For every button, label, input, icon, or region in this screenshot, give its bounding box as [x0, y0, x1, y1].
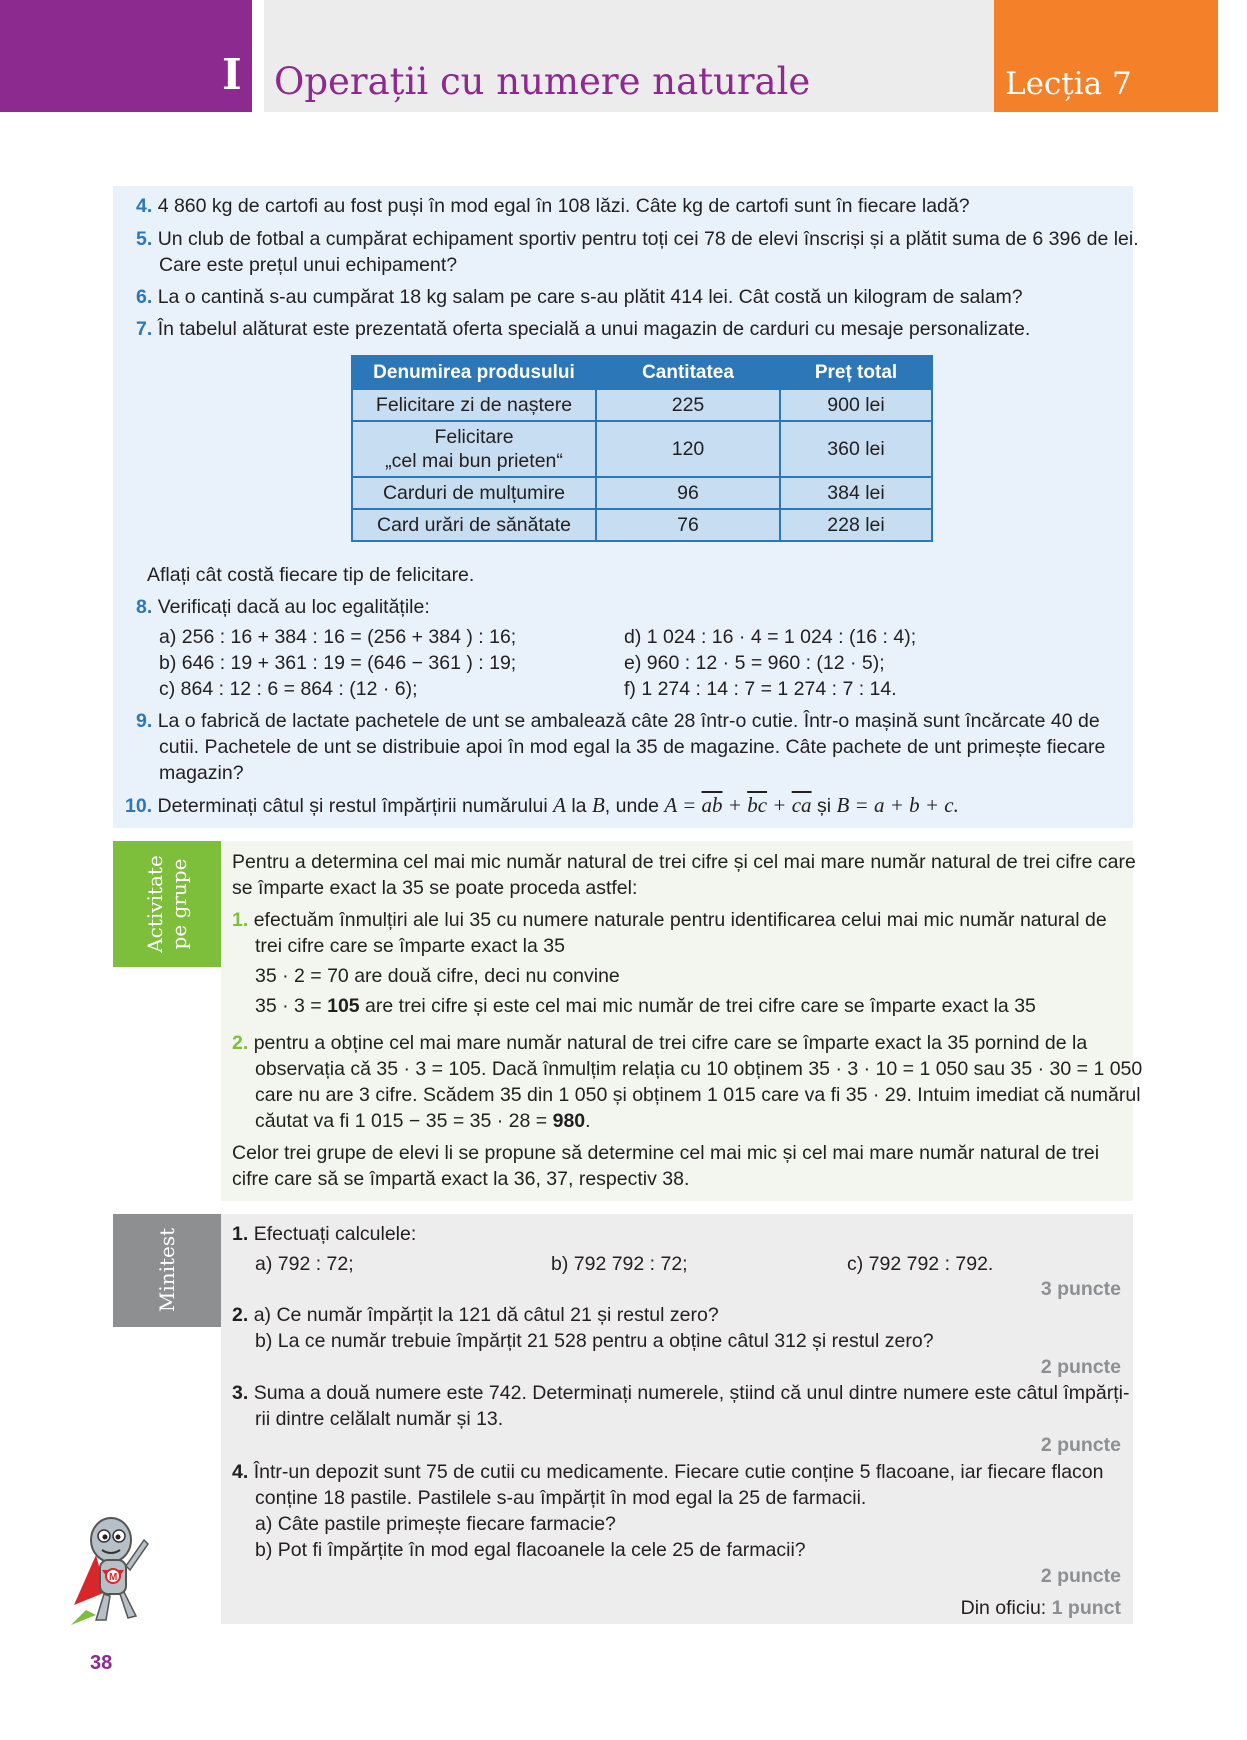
minitest-q1: 1. Efectuați calculele: — [232, 1223, 417, 1245]
table-cell: Felicitare „cel mai bun prieten“ — [352, 421, 596, 477]
minitest-q4-points: 2 puncte — [1040, 1565, 1121, 1587]
table-cell: 76 — [596, 509, 780, 541]
minitest-q1-b: b) 792 792 : 72; — [551, 1253, 688, 1275]
table-header: Denumirea produsului — [352, 356, 596, 389]
table-header: Preț total — [780, 356, 932, 389]
table-cell: 228 lei — [780, 509, 932, 541]
activity-step-2-line3: care nu are 3 cifre. Scădem 35 din 1 050 și obținem 1 015 care va fi 35 · 29. Intuim imediat că numărul — [255, 1084, 1141, 1106]
activity-step-1-result: 35 · 3 = 105 are trei cifre și este cel mai mic număr de trei cifre care se împarte exact la 35 — [255, 995, 1036, 1017]
table-cell: 384 lei — [780, 477, 932, 509]
minitest-q4-b: b) Pot fi împărțite în mod egal flacoanele la cele 25 de farmacii? — [255, 1539, 806, 1561]
activity-step-2: 2. pentru a obține cel mai mare număr natural de trei cifre care se împarte exact la 35 pornind de la — [232, 1032, 1088, 1054]
activity-task: Celor trei grupe de elevi li se propune să determine cel mai mic și cel mai mare număr natural de trei — [232, 1142, 1100, 1164]
page-title: Operații cu numere naturale — [274, 60, 811, 103]
table-header: Cantitatea — [596, 356, 780, 389]
exercise-5: 5. Un club de fotbal a cumpărat echipament sportiv pentru toți cei 78 de elevi înscriși și a plătit suma de 6 396 de lei. — [136, 228, 1139, 250]
equality-c: c) 864 : 12 : 6 = 864 : (12 · 6); — [159, 678, 418, 700]
table-cell: 96 — [596, 477, 780, 509]
chapter-band — [0, 0, 252, 112]
table-cell: Carduri de mulțumire — [352, 477, 596, 509]
table-header-row — [352, 356, 932, 389]
table-row — [352, 477, 932, 509]
minitest-q4-cont: conține 18 pastile. Pastilele s-au împărțit în mod egal la 25 de farmacii. — [255, 1487, 867, 1509]
equality-d: d) 1 024 : 16 · 4 = 1 024 : (16 : 4); — [624, 626, 917, 648]
minitest-q1-a: a) 792 : 72; — [255, 1253, 354, 1275]
minitest-q3-points: 2 puncte — [1040, 1434, 1121, 1456]
minitest-q1-c: c) 792 792 : 792. — [847, 1253, 994, 1275]
activity-tab-label: Activitate pe grupe — [143, 855, 191, 953]
minitest-q4: 4. Într-un depozit sunt 75 de cutii cu medicamente. Fiecare cutie conține 5 flacoane, iar fiecare flacon — [232, 1461, 1104, 1483]
activity-step-1-cont: trei cifre care se împarte exact la 35 — [255, 935, 565, 957]
equality-b: b) 646 : 19 + 361 : 19 = (646 − 361 ) : 19; — [159, 652, 517, 674]
table-cell: Card urări de sănătate — [352, 509, 596, 541]
table-cell: 120 — [596, 421, 780, 477]
activity-step-2-line2: observația că 35 · 3 = 105. Dacă înmulțim relația cu 10 obținem 35 · 3 · 10 = 1 050 sau 35 · 30 = 1 050 — [255, 1058, 1143, 1080]
exercise-9-end: magazin? — [159, 762, 244, 784]
table-cell: 900 lei — [780, 389, 932, 421]
minitest-q2-points: 2 puncte — [1040, 1356, 1121, 1378]
exercise-10: 10. Determinați câtul și restul împărțirii numărului A la B, unde $A = \overline{ab} + \overline{bc} + \overline{ca}$ și B = a + b + c. — [125, 793, 959, 817]
minitest-q4-a: a) Câte pastile primește fiecare farmacie? — [255, 1513, 616, 1535]
minitest-q1-points: 3 puncte — [1040, 1278, 1121, 1300]
lesson-label: Lecția 7 — [1005, 66, 1132, 102]
minitest-tab-label: Minitest — [155, 1227, 179, 1313]
table-cell: 225 — [596, 389, 780, 421]
exercise-7-task: Aflați cât costă fiecare tip de felicitare. — [147, 564, 475, 586]
activity-step-1: 1. efectuăm înmulțiri ale lui 35 cu numere naturale pentru identificarea celui mai mic număr natural de — [232, 909, 1107, 931]
table-cell: 360 lei — [780, 421, 932, 477]
minitest-oficiu: Din oficiu: 1 punct — [960, 1597, 1121, 1619]
minitest-q3-cont: rii dintre celălalt număr și 13. — [255, 1408, 504, 1430]
activity-intro-cont: se împarte exact la 35 se poate proceda astfel: — [232, 877, 638, 899]
minitest-q3: 3. Suma a două numere este 742. Determinați numerele, știind că unul dintre numere este câtul împărți- — [232, 1382, 1130, 1404]
equality-e: e) 960 : 12 · 5 = 960 : (12 · 5); — [624, 652, 885, 674]
page-number: 38 — [90, 1652, 113, 1674]
exercise-7: 7. În tabelul alăturat este prezentată oferta specială a unui magazin de carduri cu mesaje personalizate. — [136, 318, 1031, 340]
minitest-q2-a: 2. a) Ce număr împărțit la 121 dă câtul 21 și restul zero? — [232, 1304, 719, 1326]
minitest-q2-b: b) La ce număr trebuie împărțit 21 528 pentru a obține câtul 312 și restul zero? — [255, 1330, 934, 1352]
equality-a: a) 256 : 16 + 384 : 16 = (256 + 384 ) : 16; — [159, 626, 517, 648]
mascot-illustration — [66, 1500, 166, 1630]
table-cell: Felicitare zi de naștere — [352, 389, 596, 421]
offer-table — [351, 355, 933, 542]
table-row — [352, 421, 932, 477]
activity-step-2-result: căutat va fi 1 015 − 35 = 35 · 28 = 980. — [255, 1110, 591, 1132]
chapter-number: I — [222, 50, 242, 99]
exercise-6: 6. La o cantină s-au cumpărat 18 kg salam pe care s-au plătit 414 lei. Cât costă un kilogram de salam? — [136, 286, 1023, 308]
exercise-9: 9. La o fabrică de lactate pachetele de unt se ambalează câte 28 într-o cutie. Într-o mașină sunt încărcate 40 de — [136, 710, 1100, 732]
activity-intro: Pentru a determina cel mai mic număr natural de trei cifre și cel mai mare număr natural de trei cifre care — [232, 851, 1136, 873]
table-row — [352, 389, 932, 421]
exercise-9-cont: cutii. Pachetele de unt se distribuie apoi în mod egal la 35 de magazine. Câte pachete de unt primește fiecare — [159, 736, 1106, 758]
table-row — [352, 509, 932, 541]
exercise-5-cont: Care este prețul unui echipament? — [159, 254, 458, 276]
exercise-8: 8. Verificați dacă au loc egalitățile: — [136, 596, 430, 618]
equality-f: f) 1 274 : 14 : 7 = 1 274 : 7 : 14. — [624, 678, 897, 700]
activity-step-1-calc: 35 · 2 = 70 are două cifre, deci nu convine — [255, 965, 620, 987]
activity-task-cont: cifre care să se împartă exact la 36, 37, respectiv 38. — [232, 1168, 690, 1190]
exercise-4: 4. 4 860 kg de cartofi au fost puși în mod egal în 108 lăzi. Câte kg de cartofi sunt în fiecare ladă? — [136, 195, 970, 217]
svg-text:M: M — [109, 1572, 118, 1583]
